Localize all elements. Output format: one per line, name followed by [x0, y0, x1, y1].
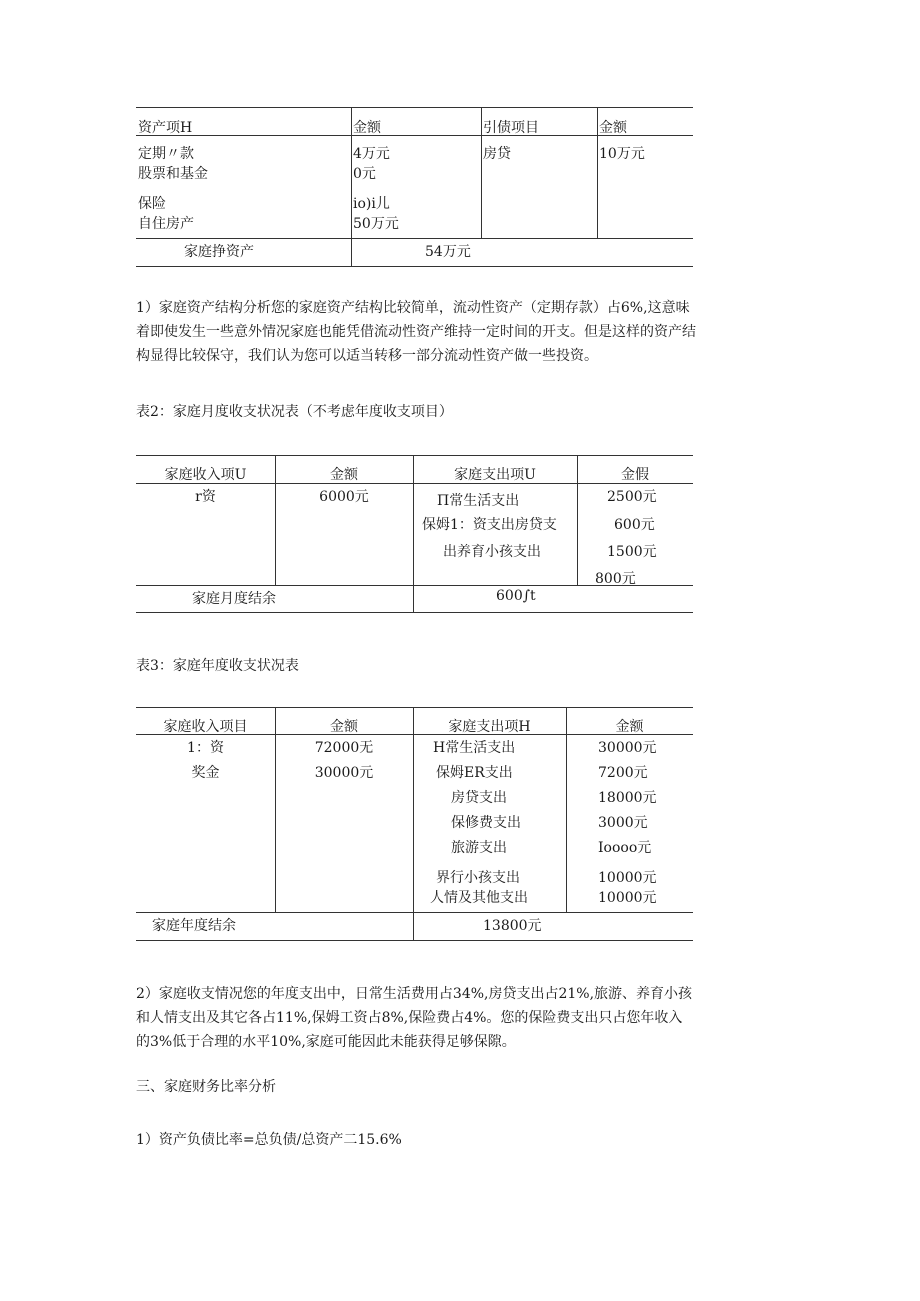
t2-monthly-balance-label: 家庭月度结余 — [192, 591, 276, 607]
table2-title: 表2：家庭月度收支状况表（不考虑年度收支项目） — [136, 404, 453, 420]
t3-expense-amount: 10000元 — [598, 870, 657, 886]
t3-income-amount: 30000元 — [314, 765, 374, 781]
t3-expense-amount: 3000元 — [598, 815, 648, 831]
t2-income-amount: 6000元 — [319, 489, 369, 505]
t3-expense-amount: 7200元 — [598, 765, 648, 781]
t1-asset-amount: 4万元 — [353, 146, 390, 162]
t1-liability-amount: 10万元 — [599, 146, 645, 162]
section-financial-ratio-title: 三、家庭财务比率分析 — [136, 1079, 276, 1095]
t2-income-item: r资 — [195, 489, 216, 505]
t1-asset-item: 自住房产 — [138, 216, 194, 232]
t3-expense-item: 旅游支出 — [451, 840, 507, 856]
t3-header-income-amount: 金额 — [330, 719, 358, 735]
t3-expense-amount: 10000元 — [598, 890, 657, 906]
t3-expense-item: 人情及其他支出 — [430, 890, 528, 906]
t1-asset-item: 保险 — [138, 196, 166, 212]
t1-net-assets-value: 54万元 — [425, 244, 471, 260]
t3-income-item: 1：资 — [187, 740, 224, 756]
t1-asset-amount: 50万元 — [353, 216, 399, 232]
t1-header-asset-item: 资产项H — [138, 120, 193, 136]
asset-structure-paragraph: 1）家庭资产结构分析您的家庭资产结构比较简单，流动性资产（定期存款）占6%,这意味着即使发生一些意外情况家庭也能凭借流动性资产维持一定时间的开支。但是这样的资产结构显得比较保守，我们认为您可以适当转移一部分流动性资产做一些投资。 — [136, 300, 696, 364]
t2-expense-amount: 800元 — [595, 571, 636, 587]
t2-expense-amount: 2500元 — [607, 489, 657, 505]
t3-income-item: 奖金 — [191, 765, 220, 781]
t2-expense-item: Π常生活支出 — [437, 493, 520, 509]
t3-header-expense-amount: 金额 — [615, 719, 644, 735]
t3-expense-amount: 18000元 — [598, 790, 657, 806]
t3-expense-item: 保修费支出 — [451, 815, 521, 831]
t3-expense-item: 界行小孩支出 — [436, 870, 520, 886]
t3-annual-balance-value: 13800元 — [483, 918, 542, 934]
t3-header-expense-item: 家庭支出项H — [448, 719, 531, 735]
income-expense-paragraph: 2）家庭收支情况您的年度支出中，日常生活费用占34%,房贷支出占21%,旅游、养育小孩和人情支出及其它各占11%,保姆工资占8%,保险费占4%。您的保险费支出只占您年收入的3%低于合理的水平10%,家庭可能因此未能获得足够保隙。 — [136, 986, 693, 1050]
t1-header-liability-amount: 金额 — [599, 120, 627, 136]
t2-expense-amount: 1500元 — [607, 544, 657, 560]
t2-expense-item: 出养育小孩支出 — [443, 544, 541, 560]
t1-asset-item: 定期〃款 — [138, 146, 194, 162]
t1-asset-amount: 0元 — [353, 166, 376, 182]
debt-asset-ratio: 1）资产负债比率=总负债/总资产二15.6% — [136, 1132, 402, 1148]
t1-asset-amount: io)i儿 — [353, 196, 390, 212]
t1-liability-item: 房贷 — [483, 146, 511, 162]
t2-header-expense-item: 家庭支出项U — [454, 467, 536, 483]
t2-header-income-item: 家庭收入项U — [164, 467, 247, 483]
t1-asset-item: 股票和基金 — [138, 166, 208, 182]
t2-expense-item: 保姆1：资支出房贷支 — [422, 517, 557, 533]
t3-income-amount: 72000无 — [314, 740, 374, 756]
t3-annual-balance-label: 家庭年度结余 — [152, 918, 236, 934]
t1-net-assets-label: 家庭挣资产 — [184, 244, 254, 260]
t3-expense-item: H常生活支出 — [433, 740, 516, 756]
t3-header-income-item: 家庭收入项目 — [163, 719, 248, 735]
t3-expense-amount: 30000元 — [598, 740, 657, 756]
t3-expense-item: 房贷支出 — [451, 790, 507, 806]
t1-header-liability-item: 引债项目 — [483, 120, 539, 136]
t3-expense-amount: Ioooo元 — [598, 840, 652, 856]
t3-expense-item: 保姆ER支出 — [436, 765, 513, 781]
t2-header-income-amount: 金额 — [330, 467, 358, 483]
t2-header-expense-amount: 金假 — [621, 467, 649, 483]
table3-title: 表3：家庭年度收支状况表 — [136, 658, 299, 674]
t2-expense-amount: 600元 — [614, 517, 655, 533]
t2-monthly-balance-value: 600∫t — [496, 588, 536, 604]
t1-header-asset-amount: 金额 — [353, 120, 381, 136]
